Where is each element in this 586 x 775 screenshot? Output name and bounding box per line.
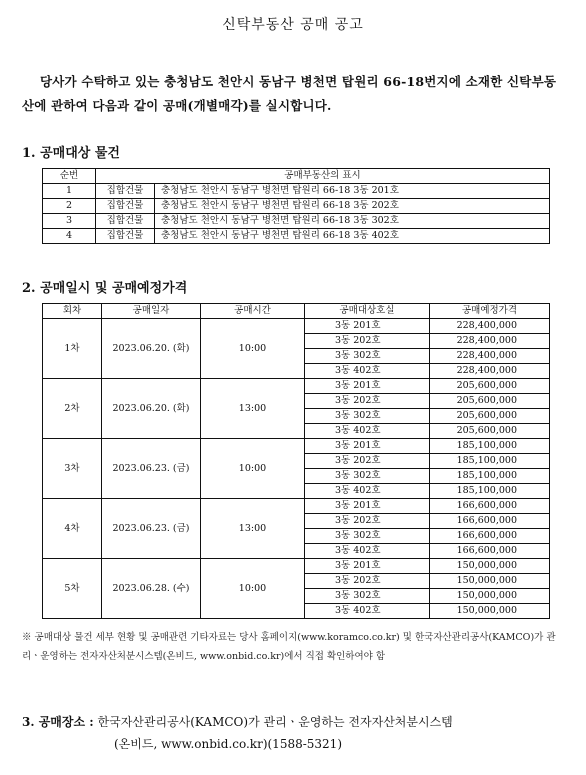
schedule-round: 2차 <box>43 379 102 439</box>
notice-note: ※ 공매대상 물건 세부 현황 및 공매관련 기타자료는 당사 홈페이지(www.koramco.co.kr) 및 한국자산관리공사(KAMCO)가 관리ㆍ운영하는 전자자산처분시스템(온비드, www.onbid.co.kr)에서 직접 확인하여야 함 <box>22 632 556 662</box>
schedule-unit: 3동 402호 <box>305 484 430 499</box>
schedule-price: 205,600,000 <box>430 409 550 424</box>
section3-label: 3. 공매장소 : <box>22 715 94 729</box>
schedule-row <box>43 559 550 574</box>
property-address: 충청남도 천안시 동남구 병천면 탑원리 66-18 3동 201호 <box>155 184 550 199</box>
property-address: 충청남도 천안시 동남구 병천면 탑원리 66-18 3동 302호 <box>155 214 550 229</box>
schedule-date: 2023.06.28. (수) <box>102 559 201 619</box>
schedule-table <box>42 303 550 619</box>
schedule-unit: 3동 202호 <box>305 394 430 409</box>
schedule-unit: 3동 202호 <box>305 574 430 589</box>
schedule-round: 5차 <box>43 559 102 619</box>
header-time: 공매시간 <box>201 304 305 319</box>
property-address: 충청남도 천안시 동남구 병천면 탑원리 66-18 3동 202호 <box>155 199 550 214</box>
schedule-unit: 3동 201호 <box>305 559 430 574</box>
schedule-unit: 3동 302호 <box>305 349 430 364</box>
schedule-unit: 3동 201호 <box>305 319 430 334</box>
schedule-row <box>43 499 550 514</box>
schedule-round: 3차 <box>43 439 102 499</box>
schedule-unit: 3동 202호 <box>305 334 430 349</box>
schedule-unit: 3동 402호 <box>305 544 430 559</box>
schedule-price: 205,600,000 <box>430 379 550 394</box>
schedule-price: 185,100,000 <box>430 484 550 499</box>
property-type: 집합건물 <box>96 184 155 199</box>
property-row <box>43 214 550 229</box>
property-table-header <box>43 169 550 184</box>
section1-heading: 1. 공매대상 물건 <box>22 146 120 161</box>
schedule-round: 4차 <box>43 499 102 559</box>
property-row <box>43 199 550 214</box>
schedule-time: 10:00 <box>201 439 305 499</box>
property-type: 집합건물 <box>96 229 155 244</box>
property-no: 2 <box>43 199 96 214</box>
schedule-time: 13:00 <box>201 379 305 439</box>
schedule-price: 166,600,000 <box>430 499 550 514</box>
schedule-unit: 3동 302호 <box>305 409 430 424</box>
schedule-unit: 3동 201호 <box>305 439 430 454</box>
section3-line2: (온비드, www.onbid.co.kr)(1588-5321) <box>114 737 342 751</box>
schedule-price: 150,000,000 <box>430 604 550 619</box>
schedule-unit: 3동 202호 <box>305 454 430 469</box>
schedule-row <box>43 439 550 454</box>
schedule-date: 2023.06.23. (금) <box>102 499 201 559</box>
schedule-unit: 3동 402호 <box>305 364 430 379</box>
section3-line1: 한국자산관리공사(KAMCO)가 관리ㆍ운영하는 전자자산처분시스템 <box>97 715 453 729</box>
header-no: 순번 <box>43 169 96 184</box>
schedule-date: 2023.06.23. (금) <box>102 439 201 499</box>
header-price: 공매예정가격 <box>430 304 550 319</box>
schedule-table-header <box>43 304 550 319</box>
schedule-unit: 3동 302호 <box>305 589 430 604</box>
schedule-price: 166,600,000 <box>430 544 550 559</box>
schedule-price: 205,600,000 <box>430 424 550 439</box>
schedule-unit: 3동 202호 <box>305 514 430 529</box>
section2-heading: 2. 공매일시 및 공매예정가격 <box>22 281 188 296</box>
schedule-time: 13:00 <box>201 499 305 559</box>
property-row <box>43 184 550 199</box>
schedule-price: 185,100,000 <box>430 439 550 454</box>
schedule-row <box>43 319 550 334</box>
schedule-row <box>43 379 550 394</box>
schedule-price: 205,600,000 <box>430 394 550 409</box>
property-no: 3 <box>43 214 96 229</box>
schedule-price: 150,000,000 <box>430 574 550 589</box>
header-unit: 공매대상호실 <box>305 304 430 319</box>
property-type: 집합건물 <box>96 199 155 214</box>
header-date: 공매일자 <box>102 304 201 319</box>
property-no: 1 <box>43 184 96 199</box>
schedule-price: 185,100,000 <box>430 454 550 469</box>
schedule-price: 228,400,000 <box>430 334 550 349</box>
schedule-time: 10:00 <box>201 319 305 379</box>
schedule-unit: 3동 201호 <box>305 379 430 394</box>
schedule-round: 1차 <box>43 319 102 379</box>
schedule-unit: 3동 302호 <box>305 469 430 484</box>
header-property: 공매부동산의 표시 <box>96 169 550 184</box>
page-title: 신탁부동산 공매 공고 <box>222 17 364 33</box>
property-type: 집합건물 <box>96 214 155 229</box>
schedule-unit: 3동 201호 <box>305 499 430 514</box>
schedule-price: 166,600,000 <box>430 514 550 529</box>
schedule-price: 166,600,000 <box>430 529 550 544</box>
schedule-price: 185,100,000 <box>430 469 550 484</box>
property-no: 4 <box>43 229 96 244</box>
intro-paragraph: 당사가 수탁하고 있는 충청남도 천안시 동남구 병천면 탑원리 66-18번지에 소재한 신탁부동산에 관하여 다음과 같이 공매(개별매각)를 실시합니다. <box>22 74 557 113</box>
schedule-price: 228,400,000 <box>430 319 550 334</box>
schedule-price: 228,400,000 <box>430 364 550 379</box>
schedule-time: 10:00 <box>201 559 305 619</box>
schedule-unit: 3동 402호 <box>305 424 430 439</box>
property-row <box>43 229 550 244</box>
schedule-unit: 3동 402호 <box>305 604 430 619</box>
property-table <box>42 168 550 244</box>
schedule-unit: 3동 302호 <box>305 529 430 544</box>
schedule-date: 2023.06.20. (화) <box>102 379 201 439</box>
schedule-price: 150,000,000 <box>430 559 550 574</box>
schedule-price: 228,400,000 <box>430 349 550 364</box>
header-round: 회차 <box>43 304 102 319</box>
property-address: 충청남도 천안시 동남구 병천면 탑원리 66-18 3동 402호 <box>155 229 550 244</box>
schedule-price: 150,000,000 <box>430 589 550 604</box>
section3-place <box>22 711 572 755</box>
schedule-date: 2023.06.20. (화) <box>102 319 201 379</box>
